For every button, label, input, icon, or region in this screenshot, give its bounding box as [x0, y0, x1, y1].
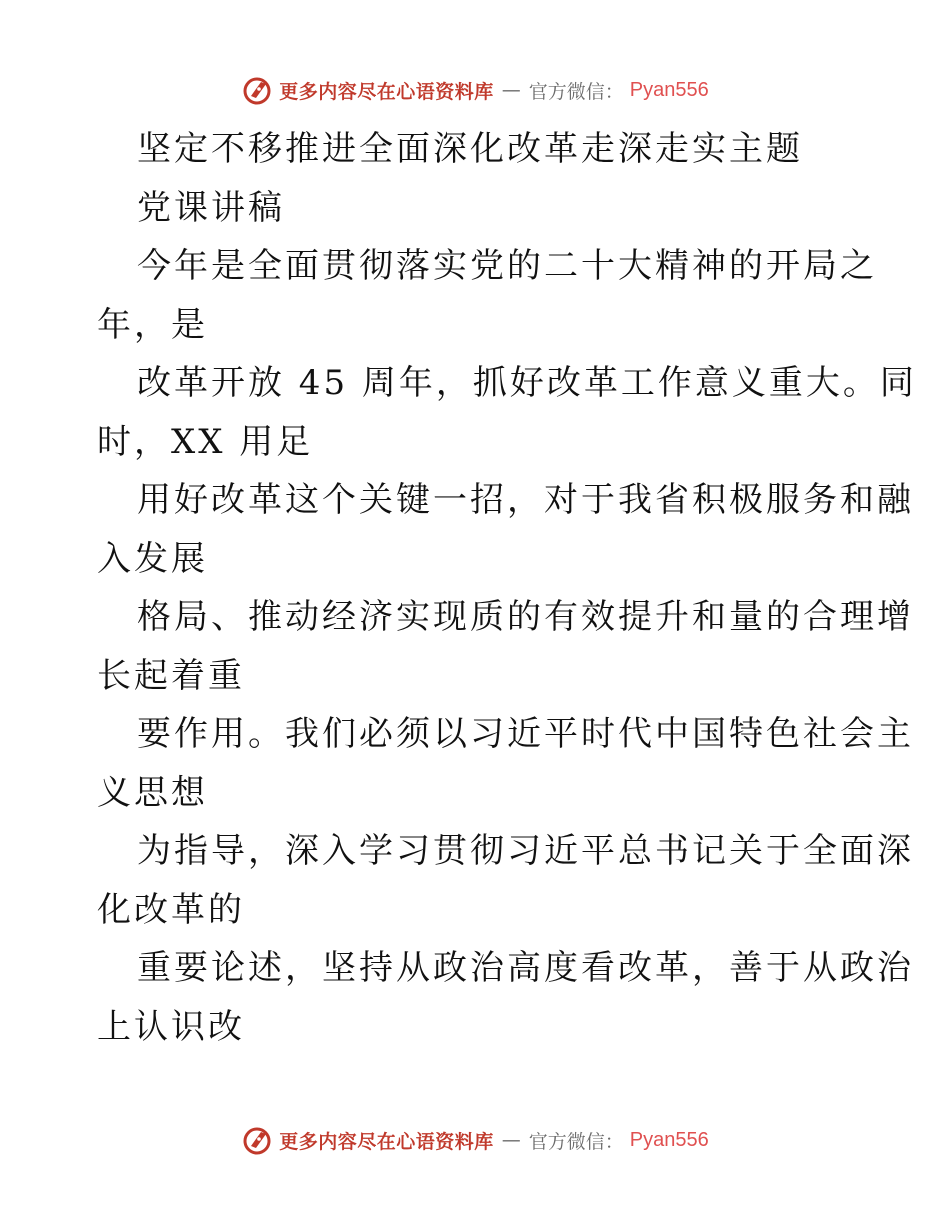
banner-dash: — [501, 79, 521, 101]
banner-wechat-label: 官方微信： [528, 1130, 624, 1153]
paragraph-line: 格局、推动经济实现质的有效提升和量的合理增 [137, 597, 914, 637]
paragraph-line: 用好改革这个关键一招，对于我省积极服务和融 [137, 480, 914, 520]
banner-dash: — [501, 1129, 521, 1151]
footer-watermark-banner [0, 1120, 950, 1160]
document-title: 坚定不移推进全面深化改革走深走实主题 [137, 129, 803, 169]
paragraph-line: 时，XX 用足 [97, 421, 314, 462]
paragraph-line: 化改革的 [97, 889, 245, 930]
paragraph-line: 改革开放 45 周年，抓好改革工作意义重大。同 [137, 363, 917, 403]
paragraph-line: 为指导，深入学习贯彻习近平总书记关于全面深 [137, 831, 914, 871]
paragraph-line: 要作用。我们必须以习近平时代中国特色社会主 [137, 714, 914, 754]
banner-wechat-label: 官方微信： [528, 80, 624, 103]
document-body [97, 120, 917, 1056]
document-subtitle: 党课讲稿 [137, 187, 285, 228]
banner-site-text: 更多内容尽在心语资料库 [279, 1130, 494, 1153]
pen-nib-circle-logo-icon [241, 1124, 273, 1156]
banner-site-text: 更多内容尽在心语资料库 [279, 80, 494, 103]
pen-nib-circle-logo-icon [241, 74, 273, 106]
paragraph-line: 长起着重 [97, 655, 245, 696]
paragraph-line: 重要论述，坚持从政治高度看改革，善于从政治 [137, 948, 914, 988]
paragraph-line: 义思想 [97, 772, 208, 813]
paragraph-line: 今年是全面贯彻落实党的二十大精神的开局之 [137, 246, 877, 286]
header-watermark-banner [0, 70, 950, 110]
banner-wechat-handle: Pyan556 [629, 78, 709, 101]
paragraph-line: 上认识改 [97, 1006, 245, 1047]
paragraph-line: 年，是 [97, 304, 208, 345]
banner-wechat-handle: Pyan556 [629, 1128, 709, 1151]
paragraph-line: 入发展 [97, 538, 208, 579]
